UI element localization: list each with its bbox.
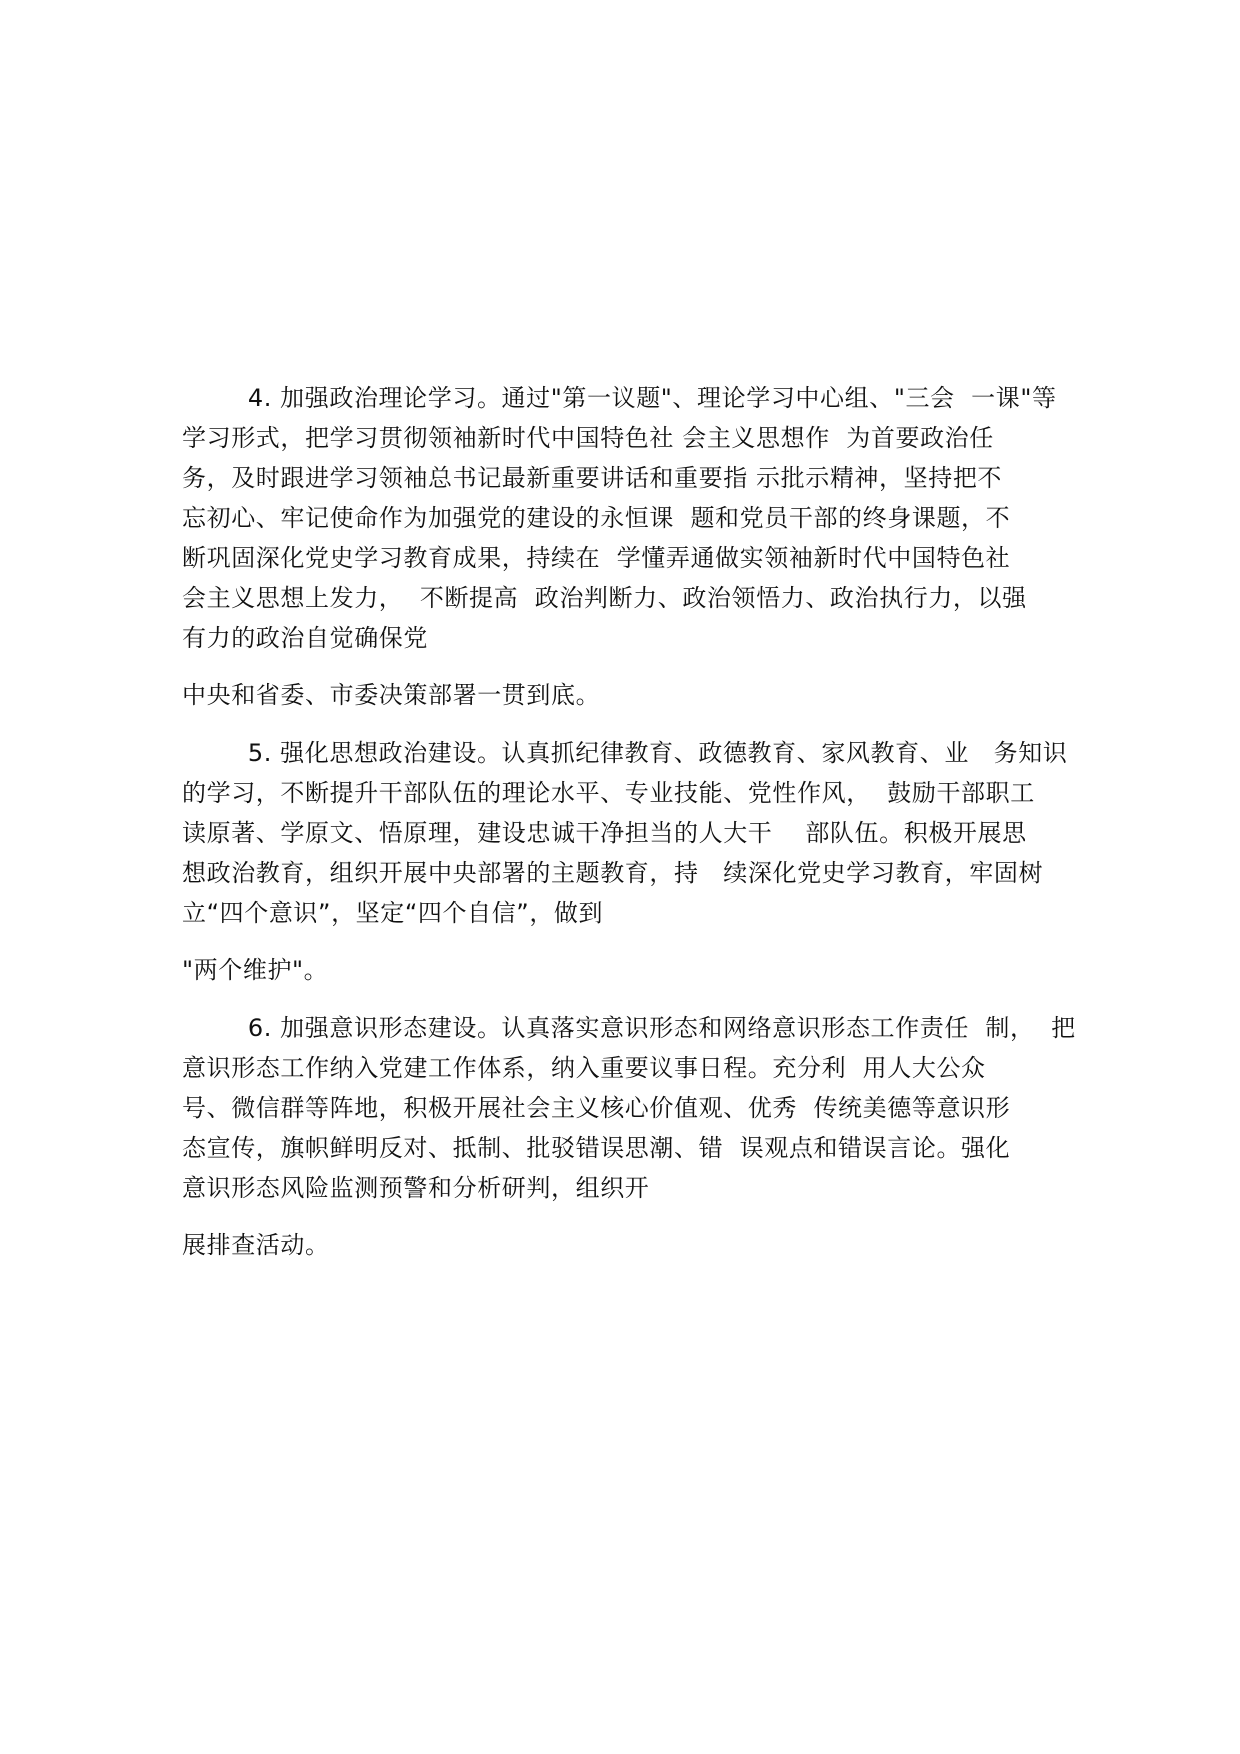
text-line: 4. 加强政治理论学习。通过"第一议题"、理论学习中心组、"三会 一课"等 [182, 384, 1057, 412]
text-line: 意识形态工作纳入党建工作体系，纳入重要议事日程。充分利 用人大公众 [182, 1054, 986, 1082]
text-line: 学习形式，把学习贯彻领袖新时代中国特色社 会主义思想作 为首要政治任 [182, 424, 994, 452]
text-line: 展排查活动。 [182, 1231, 330, 1259]
text-line: 6. 加强意识形态建设。认真落实意识形态和网络意识形态工作责任 制， 把 [182, 1014, 1076, 1042]
text-line: 忘初心、牢记使命作为加强党的建设的永恒课 题和党员干部的终身课题，不 [182, 504, 1011, 532]
text-line: 立“四个意识”，坚定“四个自信”，做到 [182, 899, 604, 927]
text-line: 有力的政治自觉确保党 [182, 624, 428, 652]
text-line: 读原著、学原文、悟原理，建设忠诚干净担当的人大干 部队伍。积极开展思 [182, 819, 1027, 847]
text-line: 意识形态风险监测预警和分析研判，组织开 [182, 1174, 650, 1202]
text-line: 断巩固深化党史学习教育成果，持续在 学懂弄通做实领袖新时代中国特色社 [182, 544, 1011, 572]
text-line: 想政治教育，组织开展中央部署的主题教育，持 续深化党史学习教育，牢固树 [182, 859, 1044, 887]
text-line: 务，及时跟进学习领袖总书记最新重要讲话和重要指 示批示精神，坚持把不 [182, 464, 1003, 492]
text-line: 的学习，不断提升干部队伍的理论水平、专业技能、党性作风， 鼓励干部职工 [182, 779, 1035, 807]
text-line: 态宣传，旗帜鲜明反对、抵制、批驳错误思潮、错 误观点和错误言论。强化 [182, 1134, 1011, 1162]
text-line: 会主义思想上发力， 不断提高 政治判断力、政治领悟力、政治执行力，以强 [182, 584, 1027, 612]
text-line: 中央和省委、市委决策部署一贯到底。 [182, 681, 601, 709]
text-line: 5. 强化思想政治建设。认真抓纪律教育、政德教育、家风教育、业 务知识 [182, 739, 1068, 767]
text-line: 号、微信群等阵地，积极开展社会主义核心价值观、优秀 传统美德等意识形 [182, 1094, 1011, 1122]
text-line: "两个维护"。 [182, 956, 329, 984]
